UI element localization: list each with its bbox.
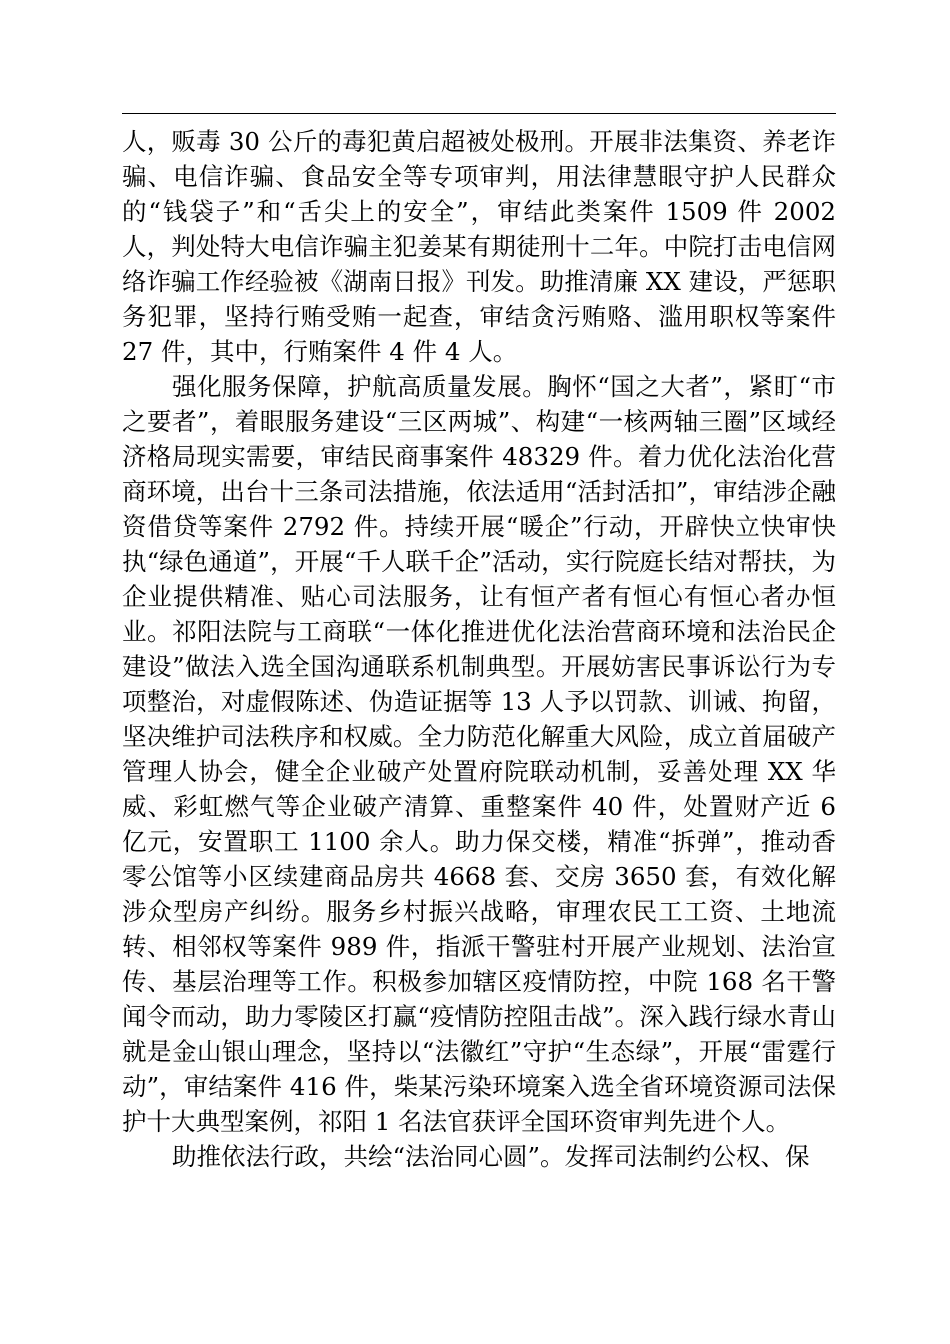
header-rule	[122, 113, 836, 114]
paragraph-service-guarantee: 强化服务保障，护航高质量发展。胸怀“国之大者”，紧盯“市之要者”，着眼服务建设“三区两城”、构建“一核两轴三圈”区域经济格局现实需要，审结民商事案件 48329 件。着力优化法治化营商环境，出台十三条司法措施，依法适用“活封活扣”，审结涉企融资借贷等案件 2792 件。持续开展“暖企”行动，开辟快立快审快执“绿色通道”，开展“千人联千企”活动，实行院庭长结对帮扶，为企业提供精准、贴心司法服务，让有恒产者有恒心有恒心者办恒业。祁阳法院与工商联“一体化推进优化法治营商环境和法治民企建设”做法入选全国沟通联系机制典型。开展妨害民事诉讼行为专项整治，对虚假陈述、伪造证据等 13 人予以罚款、训诫、拘留，坚决维护司法秩序和权威。全力防范化解重大风险，成立首届破产管理人协会，健全企业破产处置府院联动机制，妥善处理 XX 华威、彩虹燃气等企业破产清算、重整案件 40 件，处置财产近 6 亿元，安置职工 1100 余人。助力保交楼，精准“拆弹”，推动香零公馆等小区续建商品房共 4668 套、交房 3650 套，有效化解涉众型房产纠纷。服务乡村振兴战略，审理农民工工资、土地流转、相邻权等案件 989 件，指派干警驻村开展产业规划、法治宣传、基层治理等工作。积极参加辖区疫情防控，中院 168 名干警闻令而动，助力零陵区打赢“疫情防控阻击战”。深入践行绿水青山就是金山银山理念，坚持以“法徽红”守护“生态绿”，开展“雷霆行动”，审结案件 416 件，柴某污染环境案入选全省环境资源司法保护十大典型案例，祁阳 1 名法官获评全国环资审判先进个人。	[122, 372, 836, 1136]
paragraph-administration: 助推依法行政，共绘“法治同心圆”。发挥司法制约公权、保	[172, 1142, 810, 1171]
document-body	[122, 124, 836, 1174]
paragraph-continuation: 人，贩毒 30 公斤的毒犯黄启超被处极刑。开展非法集资、养老诈骗、电信诈骗、食品安全等专项审判，用法律慧眼守护人民群众的“钱袋子”和“舌尖上的安全”，审结此类案件 1509 件 2002 人，判处特大电信诈骗主犯姜某有期徒刑十二年。中院打击电信网络诈骗工作经验被《湖南日报》刊发。助推清廉 XX 建设，严惩职务犯罪，坚持行贿受贿一起查，审结贪污贿赂、滥用职权等案件 27 件，其中，行贿案件 4 件 4 人。	[122, 127, 836, 366]
